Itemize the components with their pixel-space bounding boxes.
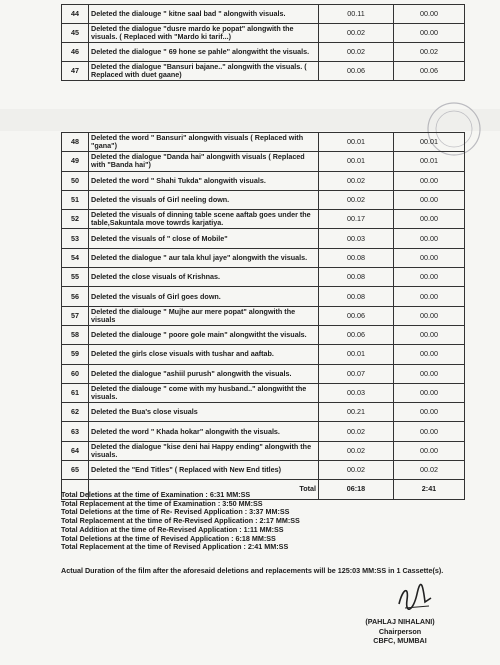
row-description: Deleted the dialogue " 69 hone se pahle" alongwitht the visuals. (89, 43, 319, 62)
row-number: 59 (62, 345, 89, 364)
row-number: 53 (62, 229, 89, 248)
row-duration: 00.11 (319, 5, 394, 24)
table-row (62, 441, 465, 460)
row-description: Deleted the "End Titles" ( Replaced with New End titles) (89, 461, 319, 480)
row-duration: 00.02 (319, 43, 394, 62)
table-row (62, 210, 465, 229)
signatory-office: CBFC, MUMBAI (373, 636, 427, 645)
row-description: Deleted the dialogue " aur tala khul jaye" alongwith the visuals. (89, 248, 319, 267)
row-number: 56 (62, 287, 89, 306)
row-duration: 00.08 (319, 287, 394, 306)
total-replacement: 2:41 (394, 480, 465, 499)
row-replacement: 00.00 (394, 403, 465, 422)
row-description: Deleted the dialogue "Bansuri bajane.." alongwith the visuals. ( Replaced with duet gaane) (89, 62, 319, 81)
signature-scribble (395, 582, 435, 616)
row-replacement: 00.00 (394, 5, 465, 24)
table-row (62, 268, 465, 287)
row-description: Deleted the dialogue "kise deni hai Happy ending" alongwith the visuals. (89, 441, 319, 460)
row-number: 47 (62, 62, 89, 81)
row-number: 61 (62, 383, 89, 402)
actual-duration-note: Actual Duration of the film after the aforesaid deletions and replacements will be 125:03 MM:SS in 1 Cassette(s). (61, 566, 444, 575)
row-replacement: 00.00 (394, 171, 465, 190)
row-replacement: 00.00 (394, 190, 465, 209)
row-replacement: 00.01 (394, 133, 465, 152)
row-description: Deleted the visuals of Girl goes down. (89, 287, 319, 306)
signatory-title: Chairperson (378, 626, 422, 636)
row-duration: 00.08 (319, 248, 394, 267)
row-number: 57 (62, 306, 89, 325)
row-replacement: 00.00 (394, 210, 465, 229)
row-description: Deleted the visuals of Girl neeling down. (89, 190, 319, 209)
row-duration: 00.08 (319, 268, 394, 287)
row-description: Deleted the word " Bansuri" alongwith visuals ( Replaced with "gana") (89, 133, 319, 152)
row-replacement: 00.02 (394, 43, 465, 62)
table-row (62, 248, 465, 267)
table-row (62, 422, 465, 441)
row-replacement: 00.06 (394, 62, 465, 81)
table-row (62, 345, 465, 364)
table-row (62, 152, 465, 171)
row-description: Deleted the close visuals of Krishnas. (89, 268, 319, 287)
table-row (62, 62, 465, 81)
signatory-block (350, 617, 450, 646)
deletions-table (61, 132, 465, 500)
row-number: 49 (62, 152, 89, 171)
row-description: Deleted the girls close visuals with tushar and aaftab. (89, 345, 319, 364)
table-row (62, 306, 465, 325)
table-row (62, 364, 465, 383)
row-duration: 00.06 (319, 306, 394, 325)
row-description: Deleted the word " Shahi Tukda" alongwith visuals. (89, 171, 319, 190)
table-row (62, 43, 465, 62)
row-number: 60 (62, 364, 89, 383)
row-number: 62 (62, 403, 89, 422)
table-row (62, 403, 465, 422)
row-duration: 00.02 (319, 171, 394, 190)
row-duration: 00.17 (319, 210, 394, 229)
signatory-name: (PAHLAJ NIHALANI) (365, 617, 435, 626)
summary-line: Total Replacement at the time of Examination : 3:50 MM:SS (61, 498, 263, 508)
summary-line: Total Replacement at the time of Re-Revised Application : 2:17 MM:SS (61, 516, 300, 526)
row-number: 64 (62, 441, 89, 460)
table-row (62, 383, 465, 402)
row-description: Deleted the Bua's close visuals (89, 403, 319, 422)
row-replacement: 00.00 (394, 345, 465, 364)
row-replacement: 00.00 (394, 229, 465, 248)
row-duration: 00.02 (319, 422, 394, 441)
deletions-table-top (61, 4, 465, 81)
row-duration: 00.02 (319, 441, 394, 460)
row-description: Deleted the dialouge " come with my husband.." alongwitht the visuals. (89, 383, 319, 402)
total-duration: 06:18 (319, 480, 394, 499)
summary-line: Total Addition at the time of Re-Revised Application : 1:11 MM:SS (61, 524, 284, 534)
row-replacement: 00.00 (394, 24, 465, 43)
row-replacement: 00.00 (394, 325, 465, 344)
row-description: Deleted the dialogue "ashiil purush" alongwith the visuals. (89, 364, 319, 383)
summary-line: Total Replacement at the time of Revised Application : 2:41 MM:SS (61, 542, 289, 552)
table-row (62, 133, 465, 152)
row-number: 55 (62, 268, 89, 287)
table-row (62, 171, 465, 190)
row-replacement: 00.02 (394, 461, 465, 480)
row-number: 44 (62, 5, 89, 24)
row-number: 65 (62, 461, 89, 480)
table-row (62, 229, 465, 248)
row-number: 63 (62, 422, 89, 441)
row-duration: 00.06 (319, 325, 394, 344)
summary-line: Total Deletions at the time of Examination : 6:31 MM:SS (61, 490, 251, 499)
table-row (62, 190, 465, 209)
row-number: 58 (62, 325, 89, 344)
row-number: 45 (62, 24, 89, 43)
row-replacement: 00.00 (394, 422, 465, 441)
table-row (62, 287, 465, 306)
row-replacement: 00.00 (394, 306, 465, 325)
row-number: 46 (62, 43, 89, 62)
table-row (62, 325, 465, 344)
row-description: Deleted the dialogue "Danda hai" alongwith visuals ( Replaced with "Banda hai") (89, 152, 319, 171)
row-number: 50 (62, 171, 89, 190)
row-duration: 00.01 (319, 345, 394, 364)
row-duration: 00.02 (319, 461, 394, 480)
summary-line: Total Deletions at the time of Revised Application : 6:18 MM:SS (61, 533, 276, 543)
total-label: Total (89, 480, 319, 499)
row-replacement: 00.00 (394, 248, 465, 267)
summary-line: Total Deletions at the time of Re- Revised Application : 3:37 MM:SS (61, 507, 290, 517)
row-description: Deleted the visuals of " close of Mobile" (89, 229, 319, 248)
row-replacement: 00.01 (394, 152, 465, 171)
row-number: 48 (62, 133, 89, 152)
row-description: Deleted the dialouge " poore gole main" alongwitht the visuals. (89, 325, 319, 344)
row-duration: 00.06 (319, 62, 394, 81)
table-row (62, 461, 465, 480)
row-replacement: 00.00 (394, 383, 465, 402)
row-description: Deleted the dialogue "dusre mardo ke popat" alongwith the visuals. ( Replaced with "Mardo ki tarif...) (89, 24, 319, 43)
row-duration: 00.21 (319, 403, 394, 422)
row-duration: 00.01 (319, 152, 394, 171)
row-duration: 00.03 (319, 383, 394, 402)
row-description: Deleted the word " Khada hokar" alongwith the visuals. (89, 422, 319, 441)
row-replacement: 00.00 (394, 364, 465, 383)
row-number: 51 (62, 190, 89, 209)
row-duration: 00.01 (319, 133, 394, 152)
row-description: Deleted the dialouge " kitne saal bad " alongwith visuals. (89, 5, 319, 24)
table-row (62, 24, 465, 43)
row-replacement: 00.00 (394, 268, 465, 287)
row-description: Deleted the dialouge " Mujhe aur mere popat" alongwith the visuals (89, 306, 319, 325)
row-replacement: 00.00 (394, 287, 465, 306)
row-number: 54 (62, 248, 89, 267)
summary-block (61, 491, 300, 552)
row-duration: 00.07 (319, 364, 394, 383)
row-duration: 00.03 (319, 229, 394, 248)
table-row (62, 5, 465, 24)
row-replacement: 00.00 (394, 441, 465, 460)
row-number: 52 (62, 210, 89, 229)
row-description: Deleted the visuals of dinning table scene aaftab goes under the table,Sakuntala move towrds karjatiya. (89, 210, 319, 229)
row-duration: 00.02 (319, 190, 394, 209)
row-duration: 00.02 (319, 24, 394, 43)
